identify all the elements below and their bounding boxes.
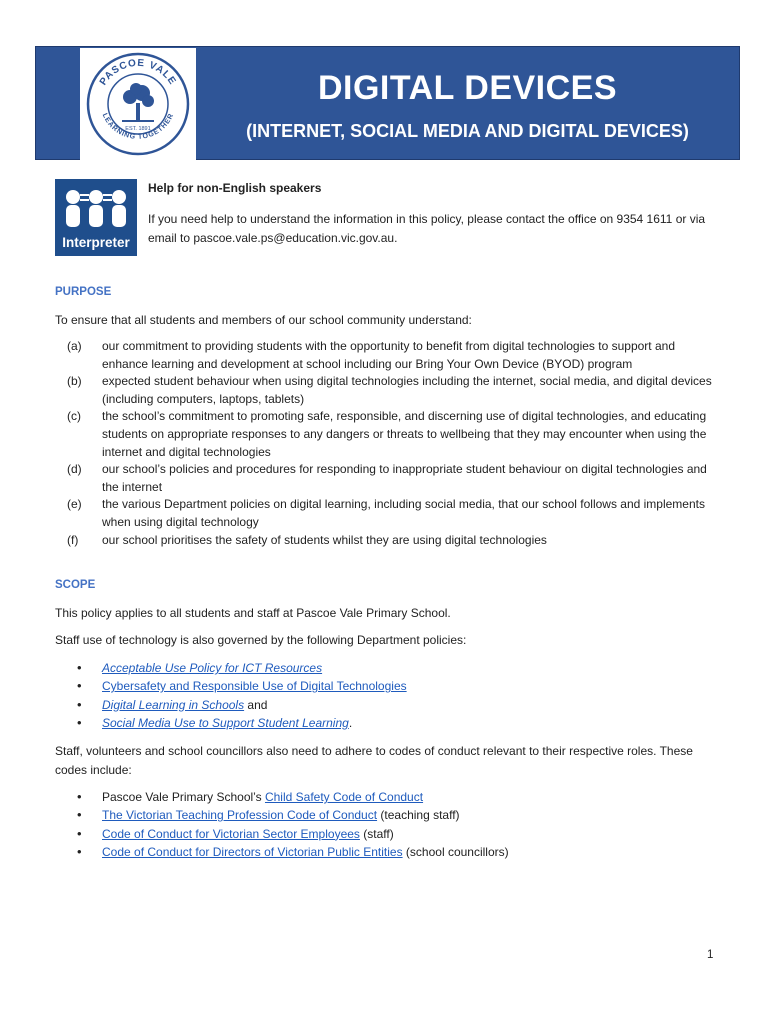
bullet-icon: • <box>77 696 82 712</box>
bullet-icon: • <box>77 660 82 675</box>
list-item <box>55 696 720 714</box>
purpose-intro: To ensure that all students and members of our school community understand: <box>55 313 472 327</box>
school-crest-icon <box>84 51 192 157</box>
purpose-list <box>55 338 720 549</box>
list-item <box>55 532 720 550</box>
code-link[interactable]: The Victorian Teaching Profession Code of Conduct <box>102 808 378 823</box>
list-marker: (f) <box>67 532 79 547</box>
list-item <box>55 461 720 496</box>
scope-paragraph-1: This policy applies to all students and staff at Pascoe Vale Primary School. <box>55 606 451 620</box>
document-header <box>35 46 740 160</box>
list-item-suffix: (school councillors) <box>402 844 509 859</box>
list-item-text: the school’s commitment to promoting safe, responsible, and discerning use of digital technologies, and educating students on appropriate responses to any dangers or threats to wellbeing that they may encounter when using the internet and digital technologies <box>102 409 707 459</box>
bullet-icon: • <box>77 714 82 730</box>
list-marker: (a) <box>67 339 82 353</box>
department-policies-list <box>55 659 720 732</box>
document-subtitle: (INTERNET, SOCIAL MEDIA AND DIGITAL DEVICES) <box>246 121 689 141</box>
policy-link[interactable]: Social Media Use to Support Student Learning <box>102 715 349 730</box>
bullet-icon: • <box>77 678 82 694</box>
code-link[interactable]: Code of Conduct for Directors of Victorian Public Entities <box>102 844 403 859</box>
list-marker: (c) <box>67 409 81 424</box>
list-item-prefix: Pascoe Vale Primary School’s <box>102 790 265 804</box>
scope-heading: SCOPE <box>55 579 96 591</box>
scope-paragraph-3: Staff, volunteers and school councillors also need to adhere to codes of conduct relevant to their respective roles. These codes include: <box>55 744 693 777</box>
list-item-text: the various Department policies on digital learning, including social media, that our school follows and implements when using digital technology <box>102 497 705 529</box>
school-logo <box>80 48 196 160</box>
list-item <box>55 496 720 531</box>
list-item <box>55 843 720 861</box>
interpreter-badge <box>55 179 137 256</box>
list-item <box>55 373 720 408</box>
bullet-icon: • <box>77 807 82 823</box>
list-item-text: our school prioritises the safety of students whilst they are using digital technologies <box>102 532 547 547</box>
list-item <box>55 788 720 806</box>
list-item-suffix: (staff) <box>359 826 394 841</box>
code-link[interactable]: Child Safety Code of Conduct <box>264 790 424 804</box>
list-item <box>55 825 720 843</box>
list-item <box>55 806 720 824</box>
purpose-heading: PURPOSE <box>55 286 112 298</box>
list-marker: (e) <box>67 497 82 512</box>
svg-text:LEARNING TOGETHER: LEARNING TOGETHER <box>100 112 176 141</box>
code-link[interactable]: Code of Conduct for Victorian Sector Employees <box>102 826 360 841</box>
help-text: If you need help to understand the information in this policy, please contact the office on 9354 1611 or via email to pascoe.vale.ps@education.vic.gov.au. <box>148 212 706 245</box>
svg-text:EST. 1891: EST. 1891 <box>125 126 151 132</box>
list-item <box>55 659 720 677</box>
list-item-suffix: (teaching staff) <box>377 808 460 823</box>
scope-paragraph-2: Staff use of technology is also governed by the following Department policies: <box>55 633 467 647</box>
policy-link[interactable]: Acceptable Use Policy for ICT Resources <box>102 661 323 675</box>
bullet-icon: • <box>77 825 82 841</box>
list-item-text: our commitment to providing students with the opportunity to benefit from digital technologies to support and enhance learning and development at school including our Bring Your Own Device (BYOD) program <box>102 339 675 371</box>
interpreter-symbol-icon <box>55 185 137 235</box>
list-item-text: expected student behaviour when using digital technologies including the internet, social media, and digital devices (including computers, laptops, tablets) <box>102 374 712 406</box>
list-item <box>55 408 720 461</box>
list-item <box>55 677 720 695</box>
policy-link[interactable]: Digital Learning in Schools <box>102 697 245 712</box>
list-item <box>55 714 720 732</box>
list-marker: (b) <box>67 374 82 389</box>
list-marker: (d) <box>67 462 82 477</box>
svg-text:PASCOE VALE: PASCOE VALE <box>97 57 179 88</box>
codes-of-conduct-list <box>55 788 720 861</box>
bullet-icon: • <box>77 789 82 804</box>
policy-link[interactable]: Cybersafety and Responsible Use of Digital Technologies <box>102 679 407 694</box>
list-item-suffix: . <box>348 715 353 730</box>
list-item-text: our school’s policies and procedures for responding to inappropriate student behaviour on digital technologies and the internet <box>102 462 707 494</box>
bullet-icon: • <box>77 843 82 859</box>
page-number: 1 <box>707 949 714 961</box>
interpreter-label: Interpreter <box>62 235 130 250</box>
help-title: Help for non-English speakers <box>148 181 322 195</box>
document-title: DIGITAL DEVICES <box>317 69 618 107</box>
list-item <box>55 338 720 373</box>
list-item-suffix: and <box>244 697 268 712</box>
